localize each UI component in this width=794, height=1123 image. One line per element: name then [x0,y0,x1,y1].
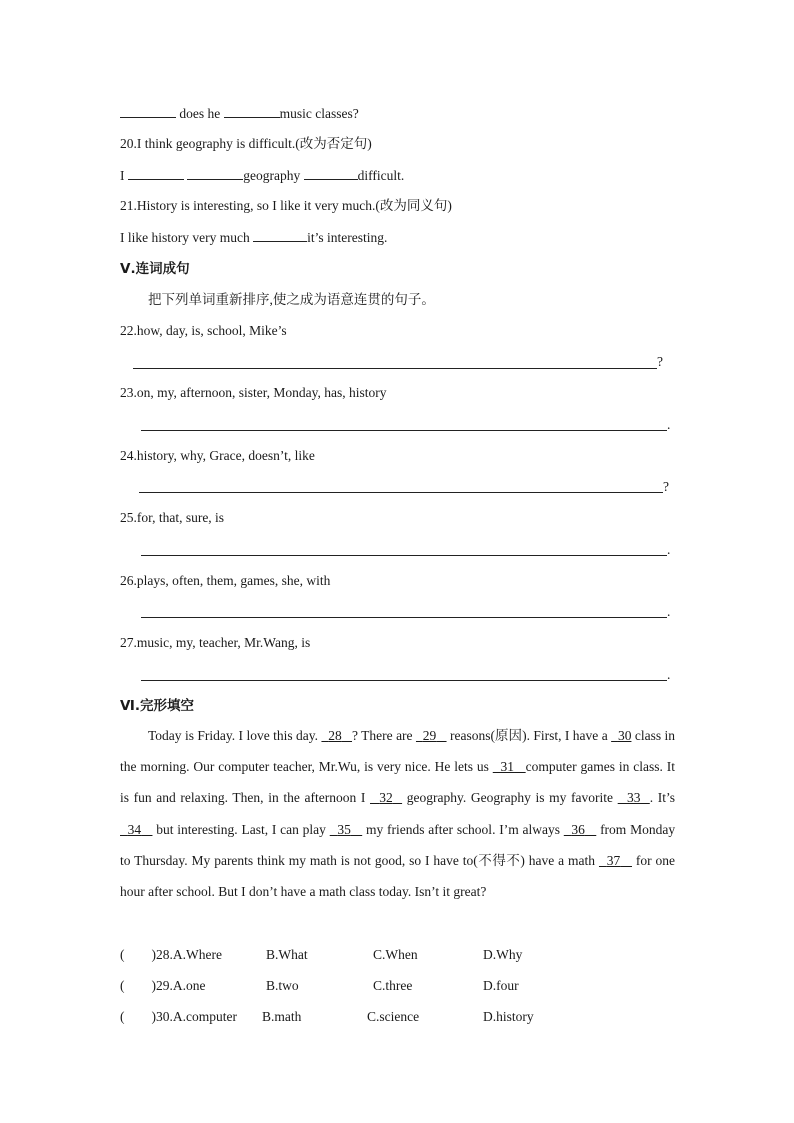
blank-number: 36 [571,821,585,837]
blank-number: 35 [337,821,351,837]
q24-prompt: 24.history, why, Grace, doesn’t, like [120,448,315,463]
blank-28[interactable] [321,728,352,743]
blank-31[interactable] [493,759,526,774]
q22-prompt: 22.how, day, is, school, Mike’s [120,323,287,338]
blank-37[interactable] [599,853,632,868]
blank[interactable] [120,104,176,118]
q20-text-c: difficult. [357,168,405,183]
blank-number: 37 [606,852,621,868]
option-30-b[interactable]: B.math [262,1009,302,1024]
passage-text: ? There are [352,728,413,743]
q24-end-mark: ? [663,479,669,494]
option-29-b[interactable]: B.two [266,978,299,993]
q27-prompt: 27.music, my, teacher, Mr.Wang, is [120,635,311,650]
blank[interactable] [128,166,184,180]
section-5-title: Ⅴ.连词成句 [120,261,190,277]
section-5-instruction: 把下列单词重新排序,使之成为语意连贯的句子。 [148,292,435,307]
q24-answer-line[interactable] [139,492,663,493]
blank-number: 33 [626,790,641,806]
blank-number: 34 [127,821,142,837]
blank[interactable] [253,228,307,242]
blank-number: 32 [379,790,393,806]
q22-end-mark: ? [657,354,663,369]
option-28-d[interactable]: D.Why [483,947,523,962]
blank-number: 29 [422,728,437,743]
q22-answer-line[interactable] [133,368,657,369]
q21-prompt: 21.History is interesting, so I like it very much.(改为同义句) [120,198,452,213]
passage-text: reasons(原因). First, I have a [449,728,608,743]
blank-33[interactable] [618,790,650,805]
passage-text: computer games in class. It is fun and relaxing. Then, in the afternoon I [120,759,676,806]
passage-text: from Monday to Thursday. My parents think my math is not good, so I have to(不得不) have a math [120,821,676,868]
q21-text-a: I like history very much [120,230,250,245]
blank[interactable] [187,166,243,180]
blank-32[interactable] [370,790,402,805]
q25-prompt: 25.for, that, sure, is [120,510,225,525]
section-6-title: Ⅵ.完形填空 [120,698,194,714]
q21-text-b: it’s interesting. [307,230,388,245]
q25-answer-line[interactable] [141,555,667,556]
option-29-c[interactable]: C.three [373,978,413,993]
option-28-c[interactable]: C.When [373,947,418,962]
q25-end-mark: . [667,542,671,557]
q21-answer-line [120,228,387,247]
passage-text: Today is Friday. I love this day. [148,728,319,743]
option-28-b[interactable]: B.What [266,947,308,962]
blank-number: 30 [617,728,632,743]
q26-answer-line[interactable] [141,617,667,618]
q19-answer-line [120,104,359,123]
q20-text-b: geography [243,168,301,183]
cloze-passage [120,720,675,907]
blank[interactable] [304,166,358,180]
blank-number: 28 [328,728,342,743]
passage-text: geography. Geography is my favorite [406,790,614,806]
q27-answer-line[interactable] [141,680,667,681]
blank-34[interactable] [120,822,152,837]
passage-text: for one hour after school. But I don’t have a math class today. Isn’t it great? [120,852,676,900]
q26-prompt: 26.plays, often, them, games, she, with [120,573,331,588]
blank-35[interactable] [330,822,362,837]
q20-answer-line [120,166,404,185]
q19-text-mid: does he [179,106,221,121]
option-30-a[interactable]: ( )30.A.computer [120,1009,237,1024]
option-30-c[interactable]: C.science [367,1009,420,1024]
option-28-a[interactable]: ( )28.A.Where [120,947,222,962]
q27-end-mark: . [667,667,671,682]
passage-text: . It’s [649,790,676,806]
q20-text-a: I [120,168,125,183]
passage-text: but interesting. Last, I can play [156,821,326,837]
passage-text: class in the morning. Our computer teacher, Mr.Wu, is very nice. He lets us [120,728,676,775]
blank-36[interactable] [564,822,596,837]
q23-end-mark: . [667,417,671,432]
blank[interactable] [224,104,280,118]
blank-29[interactable] [416,728,447,743]
q23-answer-line[interactable] [141,430,667,431]
q19-text-end: music classes? [279,106,359,121]
q23-prompt: 23.on, my, afternoon, sister, Monday, has, history [120,385,387,400]
option-29-d[interactable]: D.four [483,978,519,993]
blank-30[interactable] [611,728,631,743]
q20-prompt: 20.I think geography is difficult.(改为否定句) [120,136,372,151]
option-29-a[interactable]: ( )29.A.one [120,978,206,993]
passage-text: my friends after school. I’m always [365,821,560,837]
blank-number: 31 [500,759,515,775]
option-30-d[interactable]: D.history [483,1009,534,1024]
q26-end-mark: . [667,604,671,619]
